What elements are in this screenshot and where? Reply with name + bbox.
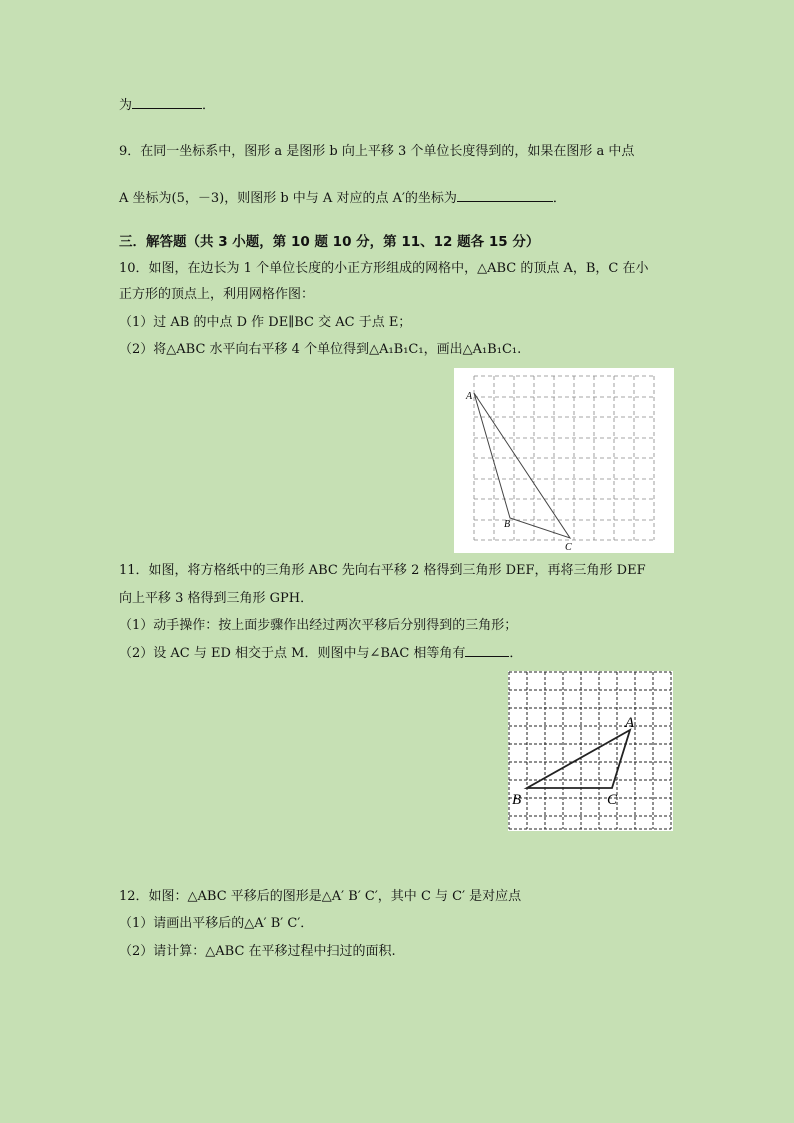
- q9-line-2-text: A 坐标为(5，－3)，则图形 b 中与 A 对应的点 A′的坐标为: [119, 191, 457, 206]
- q9-suffix: ．: [552, 191, 566, 206]
- q11-part-2: [119, 644, 522, 663]
- q12-part-2: （2）请计算：△ABC 在平移过程中扫过的面积.: [119, 944, 396, 959]
- q11-part-1: （1）动手操作：按上面步骤作出经过两次平移后分别得到的三角形；: [119, 618, 518, 633]
- q8-suffix: ．: [202, 98, 216, 113]
- q11-suffix: ．: [509, 646, 523, 661]
- q11-label-b: B: [512, 792, 522, 808]
- q11-grid-figure: [508, 671, 673, 831]
- q10-label-a: A: [466, 391, 473, 402]
- q11-line-1: 11．如图，将方格纸中的三角形 ABC 先向右平移 2 格得到三角形 DEF，再将三角形 DEF: [119, 563, 646, 578]
- q8-answer-blank[interactable]: [132, 96, 202, 109]
- q10-line-1: 10．如图，在边长为 1 个单位长度的小正方形组成的网格中，△ABC 的顶点 A，B，C 在小: [119, 261, 649, 276]
- q10-grid-svg: [454, 368, 674, 553]
- q10-line-2: 正方形的顶点上，利用网格作图：: [119, 287, 315, 302]
- q10-grid-lines: [474, 376, 654, 540]
- q10-part-1: （1）过 AB 的中点 D 作 DE∥BC 交 AC 于点 E；: [119, 315, 412, 330]
- q11-part-2-text: （2）设 AC 与 ED 相交于点 M．则图中与∠BAC 相等角有: [119, 646, 466, 661]
- q11-line-2: 向上平移 3 格得到三角形 GPH．: [119, 591, 314, 606]
- q10-label-b: B: [504, 519, 511, 530]
- q11-grid-svg: [508, 671, 673, 831]
- q11-triangle-abc: [527, 730, 630, 788]
- q10-triangle-abc: [474, 393, 570, 538]
- q11-answer-blank[interactable]: [465, 644, 509, 657]
- q10-grid-figure: [454, 368, 674, 553]
- q11-label-a: A: [625, 715, 635, 731]
- q9-answer-blank[interactable]: [457, 189, 553, 202]
- q10-part-2: （2）将△ABC 水平向右平移 4 个单位得到△A₁B₁C₁，画出△A₁B₁C₁.: [119, 342, 522, 357]
- q9-line-1: 9．在同一坐标系中，图形 a 是图形 b 向上平移 3 个单位长度得到的，如果在图形 a 中点: [119, 144, 635, 159]
- q11-label-c: C: [607, 792, 618, 808]
- q12-part-1: （1）请画出平移后的△A′ B′ C′．: [119, 916, 314, 931]
- q8-answer-line: [119, 96, 215, 115]
- q11-grid-lines: [509, 672, 671, 829]
- section-3-title: 三．解答题（共 3 小题，第 10 题 10 分，第 11、12 题各 15 分）: [119, 234, 540, 250]
- q9-line-2: [119, 189, 566, 208]
- q12-line-1: 12．如图：△ABC 平移后的图形是△A′ B′ C′，其中 C 与 C′ 是对应点: [119, 889, 522, 904]
- q8-prefix: 为: [119, 98, 133, 113]
- q10-label-c: C: [565, 542, 572, 553]
